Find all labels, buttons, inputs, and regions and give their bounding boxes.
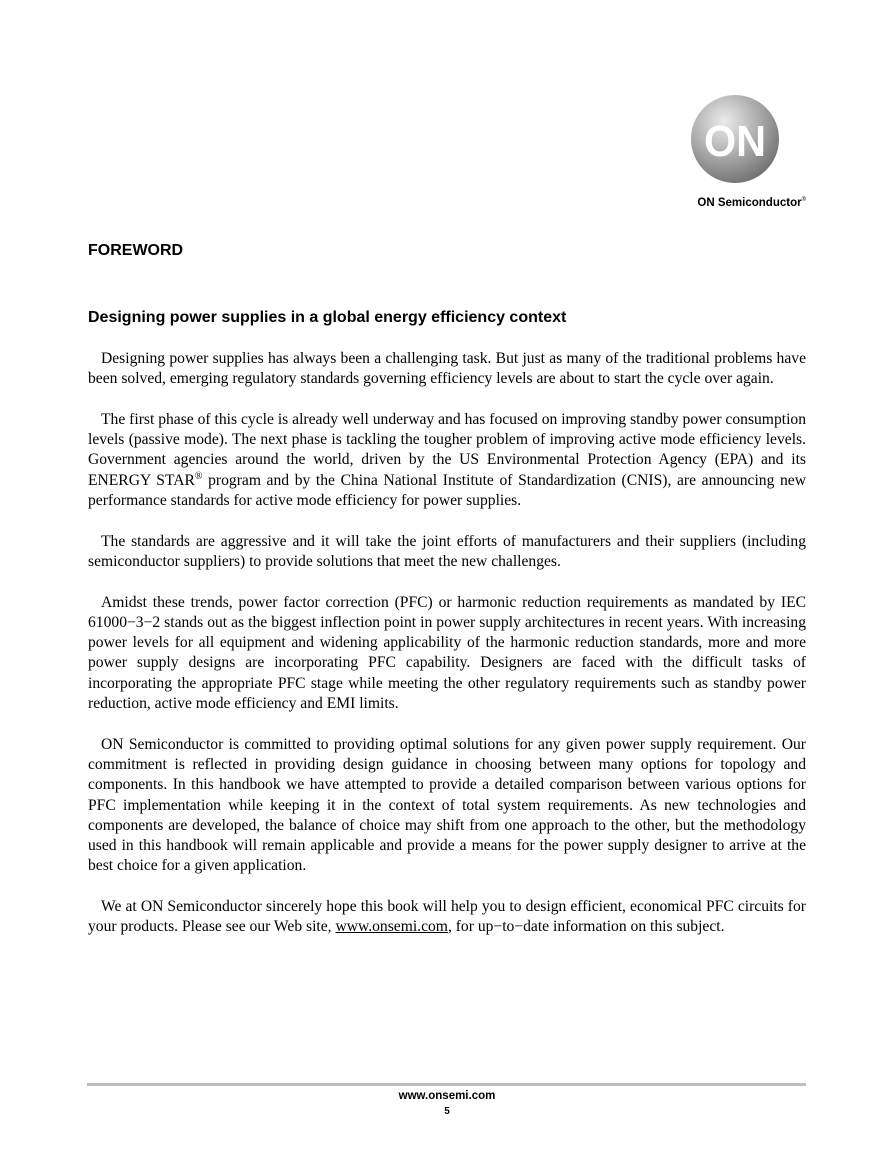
registered-mark: ® [801, 197, 806, 204]
paragraph-6-part-1: We at ON Semiconductor sincerely hope this book will help you to design efficient, economical PFC circuits for your products. Please see our Web site, [88, 898, 806, 936]
page-number: 5 [444, 1106, 450, 1117]
logo-text: ON [704, 117, 766, 166]
section-heading: Designing power supplies in a global energy efficiency context [88, 309, 567, 326]
paragraph-2-part-2: program and by the China National Institute of Standardization (CNIS), are announcing new performance standards for active mode efficiency for power supplies. [88, 471, 806, 510]
brand-name-text: ON Semiconductor [697, 197, 802, 209]
paragraph-3: The standards are aggressive and it will take the joint efforts of manufacturers and their suppliers (including semiconductor suppliers) to provide solutions that meet the new challenges. [88, 532, 806, 570]
registered-mark: ® [194, 470, 203, 482]
paragraph-4: Amidst these trends, power factor correction (PFC) or harmonic reduction requirements as mandated by IEC 61000−3−2 stands out as the biggest inflection point in power supply architectures in recent years. With increasing power levels for all equipment and widening applicability of the harmonic reduction standards, more and more power supply designs are incorporating PFC capability. Designers are faced with the difficult tasks of incorporating the appropriate PFC stage while meeting the other regulatory requirements such as standby power reduction, active mode efficiency and EMI limits. [88, 593, 806, 713]
paragraph-5: ON Semiconductor is committed to providing optimal solutions for any given power supply requirement. Our commitment is reflected in providing design guidance in choosing between many options for topology and components. In this handbook we have attempted to provide a detailed comparison between various options for PFC implementation while keeping it in the context of total system requirements. As new technologies and components are developed, the balance of choice may shift from one approach to the other, but the methodology used in this handbook will remain applicable and provide a means for the power supply designer to arrive at the best choice for a given application. [88, 735, 806, 875]
footer-url: www.onsemi.com [398, 1090, 496, 1102]
paragraph-1: Designing power supplies has always been a challenging task. But just as many of the traditional problems have been solved, emerging regulatory standards governing efficiency levels are about to start the cycle over again. [88, 350, 806, 388]
paragraph-6-part-2: , for up−to−date information on this subject. [447, 918, 725, 936]
brand-name [650, 197, 806, 209]
website-link[interactable]: www.onsemi.com [335, 918, 448, 936]
on-semiconductor-logo [690, 94, 780, 184]
logo-graphic [690, 94, 780, 184]
paragraph-6 [88, 897, 806, 938]
footer-divider [87, 1083, 806, 1086]
paragraph-2 [88, 410, 806, 511]
page-title: FOREWORD [88, 242, 184, 259]
body-text [88, 349, 806, 938]
paragraph-2-part-1: The first phase of this cycle is already well underway and has focused on improving standby power consumption levels (passive mode). The next phase is tackling the tougher problem of improving active mode efficiency levels. Government agencies around the world, driven by the US Environmental Protection Agency (EPA) and its ENERGY STAR [88, 410, 806, 489]
